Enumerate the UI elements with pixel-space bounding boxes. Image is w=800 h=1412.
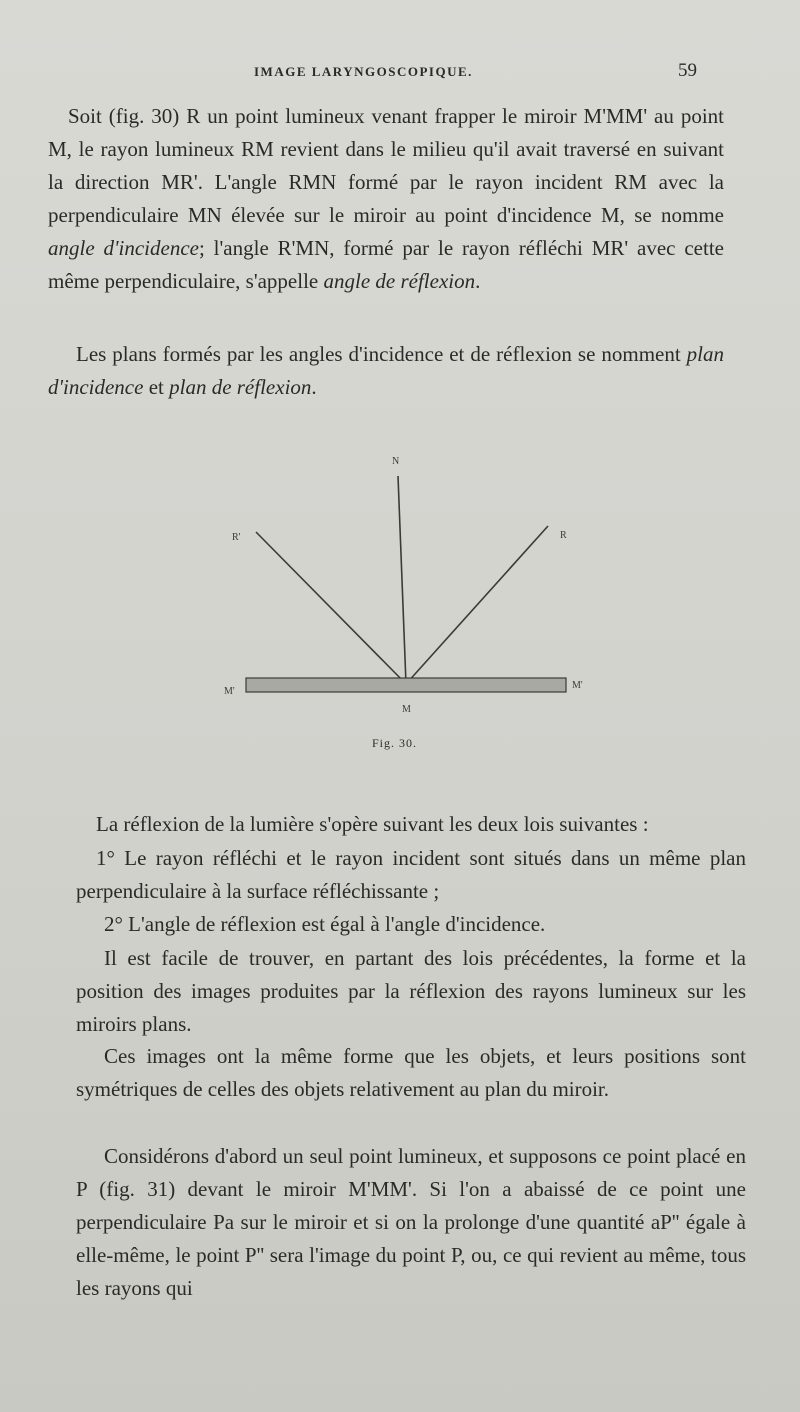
label-R-prime: R': [232, 532, 241, 543]
paragraph-laws-intro: La réflexion de la lumière s'opère suivant les deux lois suivantes :: [96, 812, 649, 836]
paragraph-law-1: 1° Le rayon réfléchi et le rayon incident sont situés dans un même plan perpendiculaire à la surface réfléchissante ;: [76, 846, 746, 903]
paragraph-images: Il est facile de trouver, en partant des lois précédentes, la forme et la position des images produites par la réflexion des rayons lumineux sur les miroirs plans.: [76, 946, 746, 1036]
figure-caption: Fig. 30.: [372, 736, 418, 750]
label-N: N: [392, 456, 400, 467]
incident-ray-RM: [406, 526, 548, 684]
label-M: M: [402, 704, 411, 715]
reflected-ray-MR-prime: [256, 532, 406, 684]
page-number: 59: [678, 60, 697, 81]
term-plan-reflexion: plan de réflexion: [169, 375, 312, 399]
term-angle-incidence: angle d'incidence: [48, 236, 199, 260]
paragraph-planes: Les plans formés par les angles d'incidence et de réflexion se nomment plan d'incidence et plan de réflexion.: [48, 342, 724, 399]
paragraph-symmetry: Ces images ont la même forme que les objets, et leurs positions sont symétriques de celles des objets relativement au plan du miroir.: [76, 1044, 746, 1101]
paragraph-reflection-definition: Soit (fig. 30) R un point lumineux venant frapper le miroir M'MM' au point M, le rayon lumineux RM revient dans le milieu qu'il avait traversé en suivant la direction MR'. L'angle RMN formé par le rayon incident RM avec la perpendiculaire MN élevée sur le miroir au point d'incidence M, se nomme angle d'incidence; l'angle R'MN, formé par le rayon réfléchi MR' avec cette même perpendiculaire, s'appelle angle de réflexion.: [48, 104, 724, 293]
term-plan-incidence: plan d'incidence: [48, 342, 724, 399]
page-header: [0, 60, 800, 84]
label-M-prime-right: M': [572, 680, 583, 691]
term-angle-reflexion: angle de réflexion: [323, 269, 476, 293]
normal-line-MN: [398, 476, 406, 684]
paragraph-law-2: 2° L'angle de réflexion est égal à l'angle d'incidence.: [104, 912, 546, 936]
figure-30-reflection-diagram: [220, 448, 600, 758]
label-R: R: [560, 530, 567, 541]
mirror-MM: [246, 678, 566, 692]
running-title: IMAGE LARYNGOSCOPIQUE.: [254, 64, 473, 79]
paragraph-point-P: Considérons d'abord un seul point lumineux, et supposons ce point placé en P (fig. 31) devant le miroir M'MM'. Si l'on a abaissé de ce point une perpendiculaire Pa sur le miroir et si on la prolonge d'une quantité aP'' égale à elle-même, le point P'' sera l'image du point P, ou, ce qui revient au même, tous les rayons qui: [76, 1144, 746, 1300]
label-M-prime-left: M': [224, 686, 235, 697]
